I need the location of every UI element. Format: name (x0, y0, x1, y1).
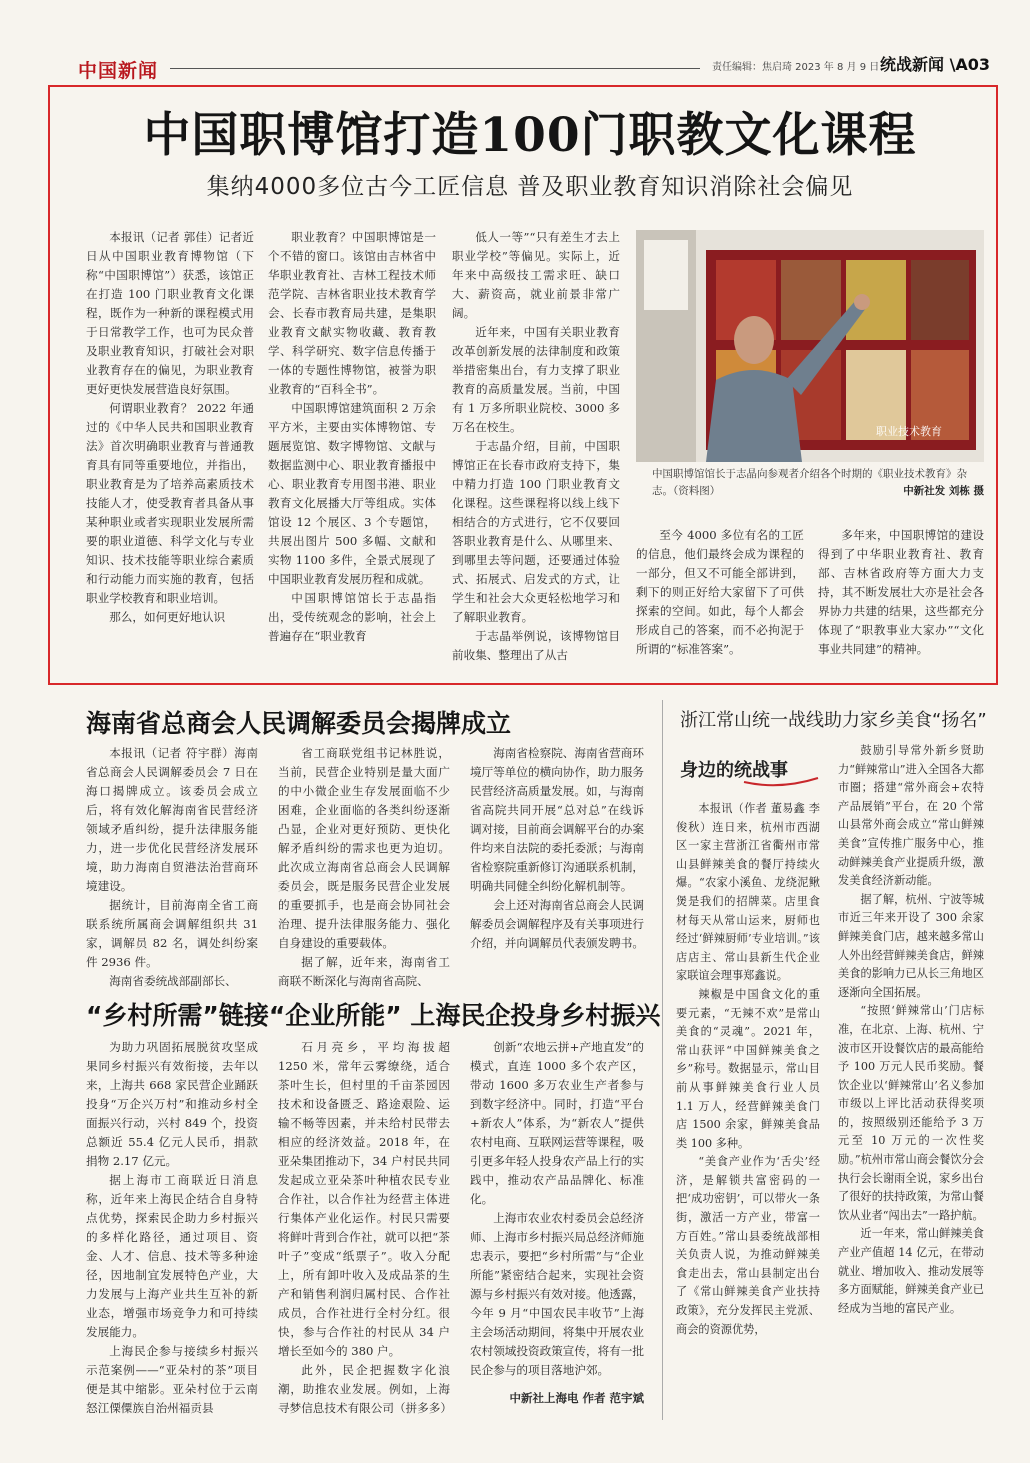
main-col-5 (818, 526, 984, 668)
paragraph: 近一年来，常山鲜辣美食产业产值超 14 亿元，在带动就业、增加收入、推动发展等多方面赋能，鲜辣美食产业已经成为当地的富民产业。 (838, 1227, 984, 1315)
paragraph: 据了解，近年来，海南省工商联不断深化与海南省高院、 (278, 955, 450, 988)
paragraph: 多年来，中国职博馆的建设得到了中华职业教育社、教育部、吉林省政府等方面大力支持，其不断发展壮大亦是社会各界协力共建的结果，这些都充分体现了“职教事业大家办”“文化事业共同建”的精神。 (818, 528, 984, 656)
hainan-headline: 海南省总商会人民调解委员会揭牌成立 (86, 709, 512, 738)
hainan-col-1 (86, 744, 258, 988)
paragraph: 低人一等”“只有差生才去上职业学校”等偏见。实际上，近年来中高级技工需求旺、缺口大、薪资高，就业前景非常广阔。 (452, 230, 620, 320)
paragraph: 据上海市工商联近日消息称，近年来上海民企结合自身特点优势，探索民企助力乡村振兴的多样化路径，通过项目、资金、人才、信息、技术等多种途径，因地制宜发展特色产业，大力发展与上海产业共生互补的新业态，增强市场竞争力和可持续发展能力。 (86, 1173, 258, 1339)
paragraph: 中国职博馆馆长于志晶指出，受传统观念的影响，社会上普遍存在“职业教育 (268, 591, 436, 643)
paragraph: 会上还对海南省总商会人民调解委员会调解程序及有关事项进行介绍，并向调解员代表颁发聘书。 (470, 898, 644, 950)
shanghai-byline: 中新社上海电 作者 范宇斌 (509, 1391, 644, 1405)
main-col-4 (636, 526, 804, 668)
paragraph: 海南省检察院、海南省营商环境厅等单位的横向协作，助力服务民营经济高质量发展。如，与海南省高院共同开展“总对总”在线诉调对接，目前商会调解平台的办案件均来自法院的委托委派；与海南省检察院重新修订沟通联系机制，明确共同健全纠纷化解机制等。 (470, 746, 644, 893)
paragraph: 于志晶举例说，该博物馆目前收集、整理出了从古 (452, 629, 620, 662)
hainan-col-2 (278, 744, 450, 988)
badge-graphic (680, 748, 820, 790)
photo-caption (652, 466, 984, 500)
paragraph: 据统计，目前海南全省工商联系统所属商会调解组织共 31 家，调解员 82 名，调处纠纷案件 2936 件。 (86, 898, 258, 969)
paragraph: 创新“农地云拼+产地直发”的模式，直连 1000 多个农产区，带动 1600 多万农业生产者参与到数字经济中。同时，打造“平台+新农人”体系，为“新农人”提供农村电商、互联网运营等课程，吸引更多年轻人投身农产品上行的实践中，推动农产品品牌化、标准化。 (470, 1040, 644, 1206)
main-col-3 (452, 228, 620, 668)
main-subhead: 集纳4000多位古今工匠信息 普及职业教育知识消除社会偏见 (206, 174, 854, 200)
paragraph: 辣椒是中国食文化的重要元素，“无辣不欢”是常山美食的“灵魂”。2021 年，常山获评“中国鲜辣美食之乡”称号。数据显示，常山目前从事鲜辣美食行业人员 1.1 万人，经营鲜辣美食门店 1500 余家，鲜辣美食品类 100 多种。 (676, 987, 820, 1150)
paragraph: 上海市农业农村委员会总经济师、上海市乡村振兴局总经济师施忠表示，要把“乡村所需”与“企业所能”紧密结合起来，实现社会资源与乡村振兴有效对接。他透露，今年 9 月“中国农民丰收节”上海主会场活动期间，将集中开展农业农村领域投资政策宣传，将有一批民企参与的项目落地沪郊。 (470, 1211, 644, 1377)
paragraph: 据了解，杭州、宁波等城市近三年来开设了 300 余家鲜辣美食门店，越来越多常山人外出经营鲜辣美食店，鲜辣美食的影响力已从长三角地区逐渐向全国拓展。 (838, 892, 984, 999)
paragraph: 至今 4000 多位有名的工匠的信息，他们最终会成为课程的一部分，但又不可能全部讲到，剩下的则正好给大家留下了可供探索的空间。如此，每个人都会形成自己的答案，而不必拘泥于所谓的“标准答案”。 (636, 528, 804, 656)
badge-text: 身边的统战事 (680, 760, 788, 781)
paragraph: 此外，民企把握数字化浪潮，助推农业发展。例如，上海寻梦信息技术有限公司（拼多多） (278, 1363, 452, 1415)
main-headline: 中国职博馆打造100门职教文化课程 (143, 108, 917, 163)
editor-date: 责任编辑：焦启琦 2023 年 8 月 9 日 (712, 62, 880, 73)
paragraph: “按照‘鲜辣常山’门店标准，在北京、上海、杭州、宁波市区开设餐饮店的最高能给予 100 万元人民币奖励。餐饮企业以‘鲜辣常山’名义参加市级以上评比活动获得奖项的，按照级别还能给予 3 万元至 10 万元的一次性奖励。”杭州市常山商会餐饮分会执行会长谢雨全说，家乡出台了很好的扶持政策，为常山餐饮从业者“闯出去”一路护航。 (838, 1004, 984, 1222)
paragraph: 鼓励引导常外新乡贤助力“鲜辣常山”进入全国各大都市圈；搭建“常外商会+农特产品展销”平台，在 20 个常山县常外商会成立“常山鲜辣美食”宣传推广服务中心，推动鲜辣美食产业提质升级，激发美食经济新动能。 (838, 744, 984, 888)
zhejiang-col-1 (676, 800, 820, 1420)
paragraph: 为助力巩固拓展脱贫攻坚成果同乡村振兴有效衔接，去年以来，上海共 668 家民营企业踊跃投身“万企兴万村”和推动乡村全面振兴行动，兴村 849 个，投资总额近 55.4 亿元人民币，捐款捐物 2.17 亿元。 (86, 1040, 258, 1168)
hainan-col-3 (470, 744, 644, 976)
paragraph: 本报讯（作者 董易鑫 李俊秋）连日来，杭州市西湖区一家主营浙江省衢州市常山县鲜辣美食的餐厅持续火爆。“农家小溪鱼、龙绕泥鳅煲是我们的招牌菜。店里食材每天从常山运来，厨师也经过‘鲜辣厨师’专业培训。”该店店主、常山县新生代企业家联谊会理事郑鑫说。 (676, 802, 820, 983)
paragraph: 本报讯（记者 符宇群）海南省总商会人民调解委员会 7 日在海口揭牌成立。该委员会成立后，将有效化解海南省民营经济领域矛盾纠纷，提升法律服务能力，进一步优化民营经济发展环境，助力海南自贸港法治营商环境建设。 (86, 746, 258, 893)
zhejiang-headline: 浙江常山统一战线助力家乡美食“扬名” (680, 710, 987, 731)
paragraph: 职业教育？中国职博馆是一个不错的窗口。该馆由吉林省中华职业教育社、吉林工程技术师范学院、吉林省职业技术教育学会、长春市教育局共建，是集职业教育文献实物收藏、教育教学、科学研究、数字信息传播于一体的专题性博物馆，被誉为职业教育的“百科全书”。 (268, 230, 436, 396)
paragraph: 本报讯（记者 郭佳）记者近日从中国职业教育博物馆（下称“中国职博馆”）获悉，该馆正在打造 100 门职业教育文化课程，既作为一种新的课程模式用于日常教学工作，也可为民众普及职业教育知识，打破社会对职业教育存在的偏见，为职业教育更好更快发展营造良好氛围。 (86, 230, 254, 396)
shanghai-col-3 (470, 1038, 644, 1383)
paragraph: 那么，如何更好地认识 (109, 610, 226, 624)
main-col-1 (86, 228, 254, 668)
column-divider (662, 700, 663, 1420)
paragraph: 上海民企参与接续乡村振兴示范案例——“亚朵村的茶”项目便是其中缩影。亚朵村位于云南怒江傈僳族自治州福贡县 (86, 1344, 258, 1415)
newspaper-logo: 中国新闻 (78, 60, 159, 82)
section-label: 统战新闻 \A03 (880, 55, 991, 74)
photo-sign: 职业技术教育 (876, 425, 942, 438)
photo-credit: 中新社发 刘栋 摄 (903, 485, 984, 497)
paragraph: 省工商联党组书记林胜说，当前，民营企业特别是量大面广的中小微企业生存发展面临不少困难，企业面临的各类纠纷逐渐凸显，企业对更好预防、更快化解矛盾纠纷的需求也更为迫切。此次成立海南省总商会人民调解委员会，既是服务民营企业发展的重要抓手，也是商会协同社会治理、提升法律服务能力、强化自身建设的重要载体。 (278, 746, 450, 950)
shanghai-col-2 (278, 1038, 450, 1413)
paragraph: 于志晶介绍，目前，中国职博馆正在长春市政府支持下，集中精力打造 100 门职业教育文化课程。这些课程将以线上线下相结合的方式进行，它不仅要回答职业教育是什么、从哪里来、到哪里去等问题，还要通过体验式、拓展式、启发式的方式，让学生和社会大众更轻松地学习和了解职业教育。 (452, 439, 620, 624)
paragraph: 中国职博馆建筑面积 2 万余平方米，主要由实体博物馆、专题展览馆、数字博物馆、文献与数据监测中心、职业教育播报中心、职业教育专用图书港、职业教育文化展播大厅等组成。实体馆设 12 个展区、3 个专题馆，共展出图片 500 多幅、文献和实物 1100 多件，全景式展现了中国职业教育发展历程和成就。 (268, 401, 436, 586)
main-col-2 (268, 228, 436, 668)
shanghai-col-1 (86, 1038, 258, 1413)
paragraph: “美食产业作为‘舌尖’经济，是解锁共富密码的一把‘成功密钥’，可以带火一条街，激活一方产业，带富一方百姓。”常山县委统战部相关负责人说，为推动鲜辣美食走出去，常山县制定出台了《常山鲜辣美食产业扶持政策》，充分发挥民主党派、商会的资源优势， (676, 1155, 820, 1336)
museum-photo-illustration (636, 230, 984, 462)
zhejiang-col-2 (838, 742, 984, 1418)
paragraph: 何谓职业教育？ 2022 年通过的《中华人民共和国职业教育法》首次明确职业教育与普通教育具有同等重要地位，并指出，职业教育是为了培养高素质技术技能人才，使受教育者具备从事某种职业或者实现职业发展所需要的职业道德、科学文化与专业知识、技术技能等职业综合素质和行动能力而实施的教育，包括职业学校教育和职业培训。 (86, 401, 254, 605)
shanghai-headline: “乡村所需”链接“企业所能” 上海民企投身乡村振兴 (86, 1001, 661, 1030)
museum-photo (636, 230, 984, 462)
paragraph: 近年来，中国有关职业教育改革创新发展的法律制度和政策举措密集出台，有力支撑了职业教育的高质量发展。当前，中国有 1 万多所职业院校、3000 多万名在校生。 (452, 325, 620, 434)
paragraph: 海南省委统战部副部长、 (109, 974, 237, 988)
badge-logo (680, 748, 820, 790)
paragraph: 石月亮乡，平均海拔超 1250 米，常年云雾缭绕，适合茶叶生长，但村里的千亩茶园因技术和设备匮乏、路途艰险、运输不畅等因素，并未给村民带去相应的经济效益。2018 年，在亚朵集团推动下，34 户村民共同发起成立亚朵茶叶种植农民专业合作社，以合作社为经营主体进行集体产业化运作。村民只需要将鲜叶背到合作社，就可以把“茶叶子”变成“纸票子”。收入分配上，所有卸叶收入及成品茶的生产和销售利润归属村民、合作社成员，合作社进行全村分红。很快，参与合作社的村民从 34 户增长至如今的 380 户。 (278, 1040, 450, 1358)
photo-caption-text: 中国职博馆馆长于志晶向参观者介绍各个时期的《职业技术教育》杂志。（资料图） (652, 468, 967, 497)
masthead-rule (170, 68, 700, 69)
